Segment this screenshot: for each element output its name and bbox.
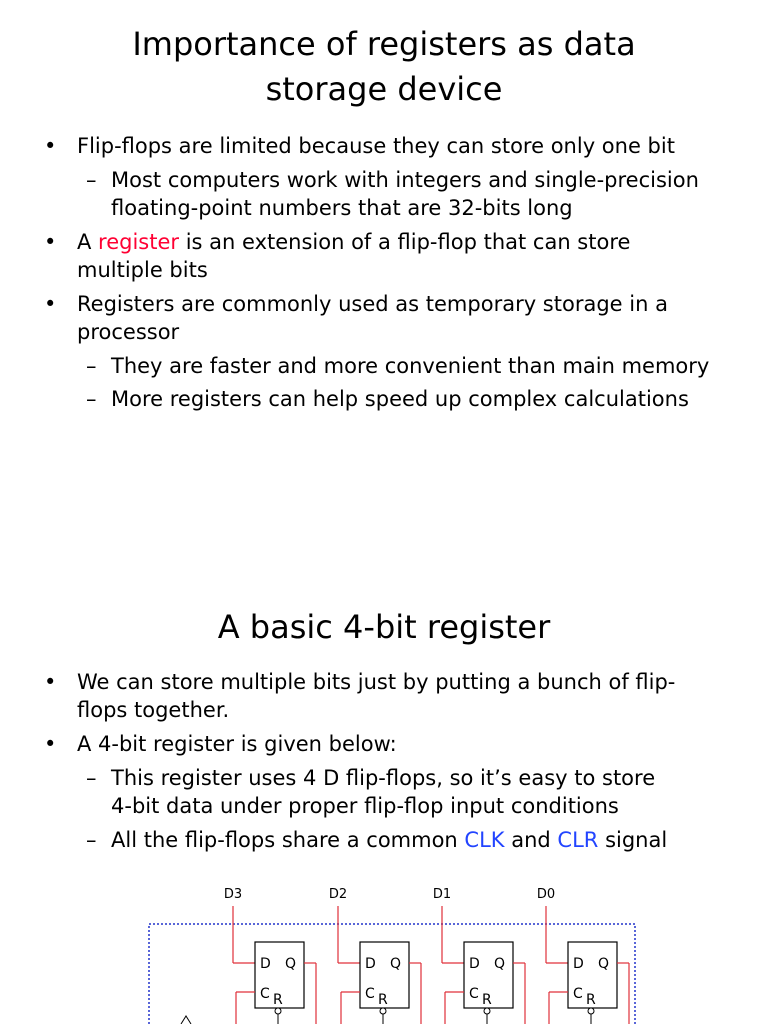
bullet-marker: • [44, 732, 57, 756]
clock-triangle-fragment [181, 1016, 191, 1024]
s2-sub2-post: signal [598, 828, 668, 852]
ff-c-label: C [260, 986, 270, 1002]
bullet-marker: • [44, 134, 57, 158]
bullet-marker: • [44, 670, 57, 694]
register-keyword: register [98, 230, 180, 254]
slide1-title-line1: Importance of registers as data [132, 25, 636, 63]
s1-bullet3-line2: processor [77, 320, 180, 344]
ff-q-label: Q [390, 956, 402, 972]
s2-bullet2: A 4-bit register is given below: [77, 732, 397, 756]
s1-bullet2-post: is an extension of a flip-flop that can store [179, 230, 631, 254]
dash-marker: – [86, 168, 97, 192]
input-label-d0: D0 [536, 887, 556, 902]
ff-q-label: Q [494, 956, 506, 972]
s1-bullet3-line1: Registers are commonly used as temporary storage in a [77, 292, 668, 316]
register-diagram [0, 876, 768, 1024]
ff-d-label: D [573, 956, 584, 972]
bullet-marker: • [44, 292, 57, 316]
dash-marker: – [86, 354, 97, 378]
dash-marker: – [86, 828, 97, 852]
ff-c-label: C [365, 986, 375, 1002]
slide1-title-line2: storage device [265, 70, 503, 108]
input-label-d2: D2 [328, 887, 348, 902]
clr-keyword: CLR [557, 828, 599, 852]
s1-bullet1-sub1-line1: Most computers work with integers and single-precision [111, 168, 699, 192]
dash-marker: – [86, 387, 97, 411]
s2-sub2-pre: All the flip-flops share a common [111, 828, 465, 852]
ff-r-label: R [586, 992, 596, 1008]
reset-bubble [275, 1008, 281, 1014]
s2-sub2-mid: and [504, 828, 558, 852]
ff-r-label: R [273, 992, 283, 1008]
s2-bullet1-line2: flops together. [77, 698, 230, 722]
s1-bullet1: Flip-flops are limited because they can store only one bit [77, 134, 675, 158]
s1-bullet2-line1 [77, 228, 630, 256]
ff-q-label: Q [285, 956, 297, 972]
clk-keyword: CLK [464, 828, 505, 852]
flip-flop-cells [224, 887, 629, 1024]
bullet-marker: • [44, 230, 57, 254]
ff-q-label: Q [598, 956, 610, 972]
reset-bubble [588, 1008, 594, 1014]
ff-c-label: C [469, 986, 479, 1002]
s1-bullet1-sub1-line2: floating-point numbers that are 32-bits long [111, 196, 573, 220]
dash-marker: – [86, 766, 97, 790]
reset-bubble [380, 1008, 386, 1014]
ff-d-label: D [469, 956, 480, 972]
slide2-title: A basic 4-bit register [217, 608, 551, 646]
s2-bullet2-sub1-line2: 4-bit data under proper flip-flop input conditions [111, 794, 619, 818]
slide1-title [0, 22, 768, 112]
ff-c-label: C [573, 986, 583, 1002]
ff-d-label: D [260, 956, 271, 972]
ff-r-label: R [378, 992, 388, 1008]
s1-bullet2-line2: multiple bits [77, 258, 208, 282]
s1-bullet2-pre: A [77, 230, 99, 254]
ff-d-label: D [365, 956, 376, 972]
ff-r-label: R [482, 992, 492, 1008]
reset-bubble [484, 1008, 490, 1014]
s2-bullet1-line1: We can store multiple bits just by putting a bunch of flip- [77, 670, 676, 694]
input-label-d3: D3 [223, 887, 243, 902]
s1-bullet3-sub1: They are faster and more convenient than main memory [111, 354, 710, 378]
s2-bullet2-sub1-line1: This register uses 4 D flip-flops, so it’s easy to store [111, 766, 656, 790]
input-label-d1: D1 [432, 887, 452, 902]
s2-bullet2-sub2 [111, 826, 667, 854]
s1-bullet3-sub2: More registers can help speed up complex calculations [111, 387, 689, 411]
